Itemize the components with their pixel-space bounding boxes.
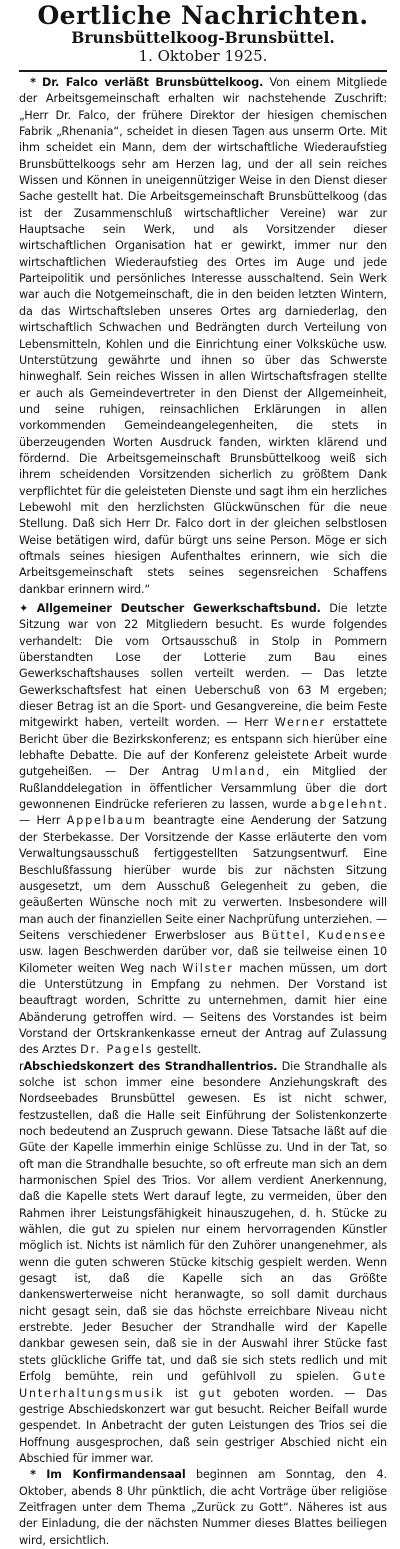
article-body: usw. lagen Beschwerden darüber vor, daß sie teilweise einen 10 Kilometer weiten Weg nach: [19, 945, 387, 975]
article-headline: Abschiedskonzert des Strandhallentrios.: [23, 1059, 278, 1073]
article-body: Die letzte Sitzung war von 22 Mitgliedern besucht. Es wurde folgendes verhandelt: Die vom Ortsausschuß in Stolp in Pommern überstandten Lose der Lotterie zum Bau eines Gewerkschaftshauses sollen verteilt werden. — Das letzte Gewerkschaftsfest hat einen Ueberschuß von 63 M ergeben; dieser Betrag ist an die Sport- und Gesangvereine, die beim Feste mitgewirkt haben, verteilt worden. — Herr: [19, 602, 387, 730]
article-body: beginnen am Sonntag, den 4. Oktober, abends 8 Uhr pünktlich, die acht Vorträge über religiöse Zeitfragen unter dem Thema „Zurück zu Gott“. Näheres ist aus der Einladung, die der nächsten Nummer dieses Blattes beiliegen wird, ersichtlich.: [19, 1468, 387, 1547]
article-headline: Im Konfirmandensaal: [46, 1468, 186, 1482]
article-falco: [19, 75, 387, 598]
article-body: beantragte eine Aenderung der Satzung der Sterbekasse. Der Vorsitzende der Kasse erläuterte den vom Verwaltungsausschuß fertiggestellten Satzungsentwurf. Eine Beschlußfassung hierüber wurde bis zur nächsten Sitzung ausgesetzt, um dem Ausschuß Gelegenheit zu geben, die geäußerten Wünsche noch mit zu verwerten. Insbesondere will man auch der finanziellen Seite einer Nachprüfung unterziehen. — Seitens verschiedener Erwerbsloser aus: [19, 814, 387, 942]
spaced-word: Gute Unterhaltungsmusik: [19, 1370, 387, 1400]
article-body: geboten worden. — Das gestrige Abschiedskonzert war gut besucht. Reicher Beifall wurde gespendet. In Anbetracht der guten Leistungen des Trios sei die Hoffnung ausgesprochen, daß sein gestriger Abschied nicht ein Abschied für immer war.: [19, 1386, 387, 1465]
article-body: machen müssen, um dort die Unterstützung in Empfang zu nehmen. Der Vorstand ist beauftragt worden, Schritte zu unternehmen, damit hier eine Abänderung getroffen wird. — Seitens des Vorstandes ist beim Vorstand der Ortskrankenkasse erneut der Antrag auf Zulassung des Arztes: [19, 961, 387, 1057]
article-body: . — Herr: [19, 798, 387, 828]
article-gewerkschaftsbund: [19, 601, 387, 1059]
article-marker: r: [19, 1059, 24, 1073]
spaced-place: Wilster: [182, 961, 234, 975]
article-body: ,: [306, 928, 310, 942]
article-body: Von einem Mitgliede der Arbeitsgemeinschaft erhalten wir nachstehende Zuschrift: „Herr Dr. Falco, der frühere Direktor der hiesigen chemischen Fabrik „Rhenania“, scheidet in diesen Tagen aus unserm Orte. Mit ihm scheidet ein Mann, dem der wirtschaftliche Wiederaufstieg Brunsbüttelkoogs sehr am Herzen lag, und der all sein reiches Wissen und Können in uneigennütziger Weise in den Dienst dieser Sache gestellt hat. Die Arbeitsgemeinschaft Brunsbüttelkoog (das ist der Zusammenschluß wirtschaftlicher Vereine) war zur Hauptsache sein Werk, und als Vorsitzender dieser wirtschaftlichen Organisation hat er gewirkt, immer nur den wirtschaftlichen Wiederaufstieg des Ortes im Auge und jede Parteipolitik und persönliches Interesse ausschaltend. Sein Werk war auch die Notgemeinschaft, die in den beiden letzten Wintern, da das Wirtschaftsleben unseres Ortes arg darniederlag, den wirtschaftlich Schwachen und Bedrängten durch Verteilung von Lebensmitteln, Kohlen und die Einrichtung einer Volksküche usw. Unterstützung gewährte und ihnen so über das Schwerste hinweghalf. Sein reiches Wissen in allen Wirtschaftsfragen stellte er auch als Gemeindevertreter in den Dienst der Allgemeinheit, und seine ruhigen, reinsachlichen Erklärungen in allen vorkommenden Gemeindeangelegenheiten, die stets in überzeugenden Worten Ausdruck fanden, wirkten klärend und fördernd. Die Arbeitsgemeinschaft Brunsbüttelkoog weiß sich ihrem scheidenden Vorsitzenden sicherlich zu größtem Dank verpflichtet für die geleisteten Dienste und sagt ihm ein herzliches Lebewohl mit den herzlichsten Glückwünschen für die neue Stellung. Daß sich Herr Dr. Falco dort in der gleichen selbstlosen Weise betätigen wird, dafür bürgt uns seine Person. Möge er sich oftmals seines hiesigen Aufenthaltes erinnern, wie sich die Arbeitsgemeinschaft stets seines segensreichen Schaffens dankbar erinnern wird.“: [19, 76, 387, 596]
spaced-word: gut: [198, 1386, 223, 1400]
article-strandhallentrio: [19, 1059, 387, 1468]
article-headline: Dr. Falco verläßt Brunsbüttelkoog.: [42, 76, 264, 89]
article-body: erstattete Bericht über die Bezirkskonferenz; es entspann sich hierüber eine lebhafte Debatte. Die auf der Konferenz geleistete Arbeit wurde gutgeheißen. — Der Antrag: [19, 716, 387, 779]
article-body: gestellt.: [156, 1043, 202, 1057]
spaced-name: Appelbaum: [66, 814, 147, 828]
spaced-word: abgelehnt: [310, 798, 384, 812]
spaced-place: Büttel: [261, 928, 307, 942]
article-body: , ein Mitglied der Rußlanddelegation in öffentlicher Versammlung über die dort gewonnenen Eindrücke referieren zu lassen, wurde: [19, 765, 387, 812]
newspaper-page: [0, 2, 400, 1547]
section-title: Oertliche Nachrichten.: [37, 1, 369, 30]
article-konfirmandensaal: [19, 1467, 387, 1549]
asterisk-marker: *: [30, 76, 36, 89]
article-headline: Allgemeiner Deutscher Gewerkschaftsbund.: [36, 602, 321, 615]
section-subtitle: Brunsbüttelkoog-Brunsbüttel.: [71, 28, 335, 47]
spaced-name: Dr. Pagels: [80, 1043, 154, 1057]
article-body: Die Strandhalle als solche ist schon immer eine besondere Anziehungskraft des Nordseebades Brunsbüttel gewesen. Es ist nicht schwer, festzustellen, daß die Halle seit Einführung der Solistenkonzerte noch bedeutend an Zuspruch gewann. Diese Tatsache läßt auf die Güte der Kapelle immerhin einige Schlüsse zu. Und in der Tat, so oft man die Strandhalle besuchte, so oft erfreute man sich an dem harmonischen Spiel des Trios. Vor allem verdient Anerkennung, daß die Kapelle stets Wert darauf legte, zu vermeiden, über den Rahmen ihrer Leistungsfähigkeit hinauszugehen, d. h. Stücke zu wählen, die gut zu spielen nur einem hervorragenden Künstler möglich ist. Nichts ist nämlich für den Zuhörer unangenehmer, als wenn die guten schweren Stücke kitschig gespielt werden. Wenn gesagt ist, daß die Kapelle sich an das Größte dankenswerterweise nicht heranwagte, so soll damit durchaus nicht gesagt sein, daß sie das höchste erreichbare Niveau nicht erstrebte. Jeder Besucher der Strandhalle wird der Kapelle dankbar gewesen sein, daß sie in der Auswahl ihrer Stücke fast stets glückliche Griffe tat, und daß sie sich stets redlich und mit Erfolg bemühte, rein und gefühlvoll zu spielen.: [19, 1059, 388, 1384]
masthead: [19, 2, 387, 65]
asterisk-marker: *: [30, 1468, 36, 1482]
spaced-place: Kudensee: [318, 928, 387, 942]
spaced-name: Werner: [274, 716, 326, 730]
masthead-rule: [19, 70, 387, 72]
diamond-arrow-icon: ✦: [19, 602, 29, 615]
article-body: ist: [174, 1386, 188, 1400]
spaced-name: Umland: [211, 765, 266, 779]
dateline: 1. Oktober 1925.: [138, 47, 268, 65]
